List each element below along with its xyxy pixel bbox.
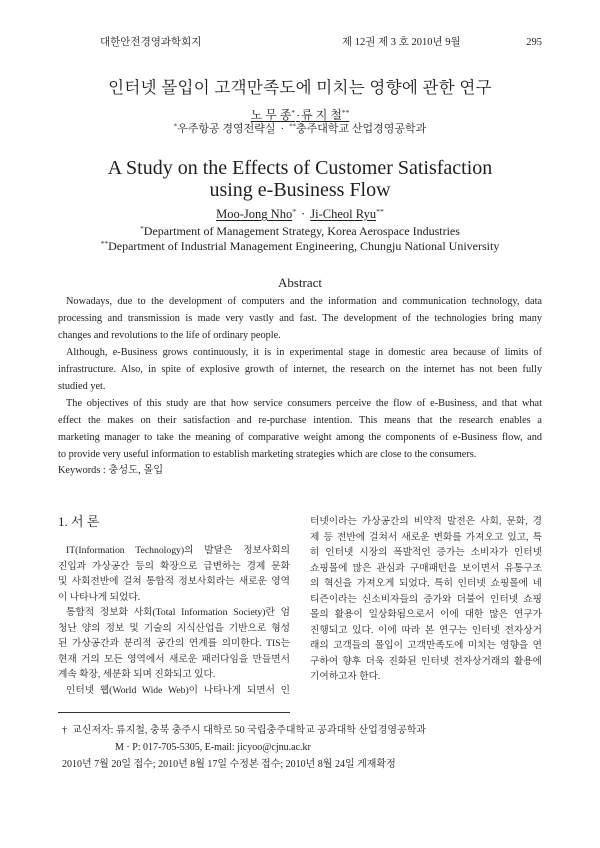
section-heading: 1. 서 론 — [58, 514, 100, 529]
author-name: Moo-Jong Nho — [216, 207, 293, 221]
text-line: 계속 확장, 세분화 되며 진화되고 있다. — [58, 669, 216, 681]
text-line: infrastructure. Also, in spite of explosive growth of internet, the research on the internet has not been fully — [58, 363, 542, 375]
english-author-line — [0, 207, 600, 221]
issue-info: 제 12권 제 3 호 2010년 9월 — [342, 37, 461, 48]
text-line: Although, e-Business grows continuously, it is in experimental stage in domestic area because of limits of — [66, 346, 542, 358]
affiliation-mark: * — [292, 206, 297, 216]
text-line: to provide very useful information to establish marketing strategies which are close to the consumers. — [58, 448, 477, 460]
affiliation-name: 충주대학교 산업경영공학과 — [296, 123, 427, 135]
korean-author-names — [251, 108, 350, 122]
affiliation-name: Department of Industrial Management Engineering, Chungju National University — [108, 239, 500, 253]
text-line: The objectives of this study are that how service consumers perceive the flow of e-Business, and that what — [66, 397, 542, 409]
korean-title: 인터넷 몰입이 고객만족도에 미치는 영향에 관한 연구 — [108, 78, 492, 97]
footnote-contact: M · P: 017-705-5305, E-mail: jicyoo@cjnu.ac.kr — [115, 741, 311, 753]
journal-name: 대한안전경영과학회지 — [100, 37, 202, 48]
left-column — [58, 543, 290, 698]
text-line: marketing manager to take the meaning of comparative weight among the components of e-Business flow, and — [58, 431, 542, 443]
korean-author-line — [0, 108, 600, 122]
text-line: 이 나타나게 되었다. — [58, 591, 141, 603]
right-column — [310, 514, 542, 685]
text-line: processing and transmission is made very vastly and fast. The development of the technologies bring many — [58, 312, 542, 324]
affiliation-name: 우주항공 경영전략실 — [177, 123, 276, 135]
text-line: 래의 고객들의 몰입이 고객만족도에 미치는 영향을 연 — [310, 640, 542, 652]
affiliation-mark: * — [291, 107, 296, 117]
affiliation-name: Department of Management Strategy, Korea Aerospace Industries — [143, 224, 460, 238]
text-line: 인터넷 웹(World Wide Web)이 나타나게 되면서 인 — [66, 684, 290, 696]
affiliation-mark: * — [140, 223, 144, 233]
footnote-dates: 2010년 7월 20일 접수; 2010년 8월 17일 수정본 접수; 2010년 8월 24일 게재확정 — [62, 758, 396, 770]
english-title-line: A Study on the Effects of Customer Satisfaction — [107, 157, 493, 179]
dagger-icon: † — [62, 724, 67, 736]
abstract-paragraph — [58, 344, 542, 395]
text-line: 몰의 활용이 일상화됨으로서 이에 대한 많은 연구가 — [310, 609, 542, 621]
footnote-corresponding-author — [62, 722, 426, 739]
text-line: Nowadays, due to the development of computers and the information and communication technology, data — [66, 295, 542, 307]
text-line: 청난 양의 정보 및 기술의 지식산업을 기반으로 형성 — [58, 622, 290, 634]
footnote-divider — [58, 712, 290, 713]
text-line: 통합적 정보화 사회(Total Information Society)란 엄 — [66, 607, 290, 619]
body-paragraph — [58, 543, 290, 605]
text-line: 현재 거의 모든 영역에서 새로운 패러다임을 만들면서 — [58, 653, 290, 665]
keywords: Keywords : 충성도, 몰입 — [58, 464, 164, 476]
affiliation-mark: ** — [289, 123, 296, 131]
body-paragraph — [310, 514, 542, 685]
abstract-body — [58, 293, 542, 463]
abstract-heading: Abstract — [277, 275, 323, 290]
text-line: 제 등 전반에 걸쳐서 새로운 변화를 가져오고 있고, 특 — [310, 531, 542, 543]
body-paragraph — [58, 683, 290, 699]
affiliation-mark: ** — [341, 107, 350, 117]
text-line: 히 인터넷 시장의 폭발적인 증가는 소비자가 인터넷 — [310, 547, 542, 559]
text-line: 의 혁신을 가져오게 되었다. 특히 인터넷 쇼핑몰에 네 — [310, 578, 542, 590]
page-number: 295 — [526, 37, 542, 48]
affiliation-separator: · — [280, 123, 285, 135]
author-separator: · — [296, 108, 301, 122]
text-line: 구하여 향후 더욱 진화된 인터넷 전자상거래의 활용에 — [310, 655, 542, 667]
abstract-paragraph — [58, 395, 542, 463]
affiliation-mark: ** — [376, 206, 384, 216]
author-name: Ji-Cheol Ryu — [310, 207, 377, 221]
text-line: 진행되고 있다. 이에 따라 본 연구는 인터넷 전자상거 — [310, 624, 542, 636]
english-affiliation-line — [0, 224, 600, 238]
abstract-paragraph — [58, 293, 542, 344]
text-line: IT(Information Technology)의 발달은 정보사회의 — [66, 545, 290, 557]
text-line: changes and revolutions to the life of ordinary people. — [58, 329, 281, 341]
body-paragraph — [58, 605, 290, 683]
english-title-line: using e-Business Flow — [209, 179, 391, 201]
text-line: 진입과 가상공간 등의 확장으로 급변하는 경제 문화 — [58, 560, 290, 572]
footnote-text: 교신저자: 류지철, 충북 충주시 대학로 50 국립충주대학교 공과대학 산업경영공학과 — [72, 724, 427, 736]
author-separator: · — [301, 207, 306, 221]
affiliation-mark: ** — [100, 238, 109, 248]
author-name: 노 무 종 — [250, 108, 292, 122]
text-line: studied yet. — [58, 380, 106, 392]
text-line: 쇼핑몰에 많은 관심과 구매패턴을 보이면서 유통구조 — [310, 562, 542, 574]
text-line: 터넷이라는 가상공간의 비약적 발전은 사회, 문화, 경 — [310, 516, 542, 528]
english-affiliation-line — [0, 239, 600, 253]
affiliation-mark: * — [173, 123, 178, 131]
text-line: 기여하고자 한다. — [310, 671, 381, 683]
text-line: 된 가상공간과 분리적 공간의 연계를 의미한다. TIS는 — [58, 638, 290, 650]
text-line: 및 사회전반에 걸쳐 통합적 정보사회라는 새로운 영역 — [58, 576, 290, 588]
text-line: effect the makes on their satisfaction and re-purchase intention. This means that the research enables a — [58, 414, 542, 426]
text-line: 티즌이라는 신소비자들의 증가와 더불어 인터넷 쇼핑 — [310, 593, 542, 605]
author-name: 류 지 철 — [301, 108, 342, 122]
korean-affiliation-line — [0, 122, 600, 136]
